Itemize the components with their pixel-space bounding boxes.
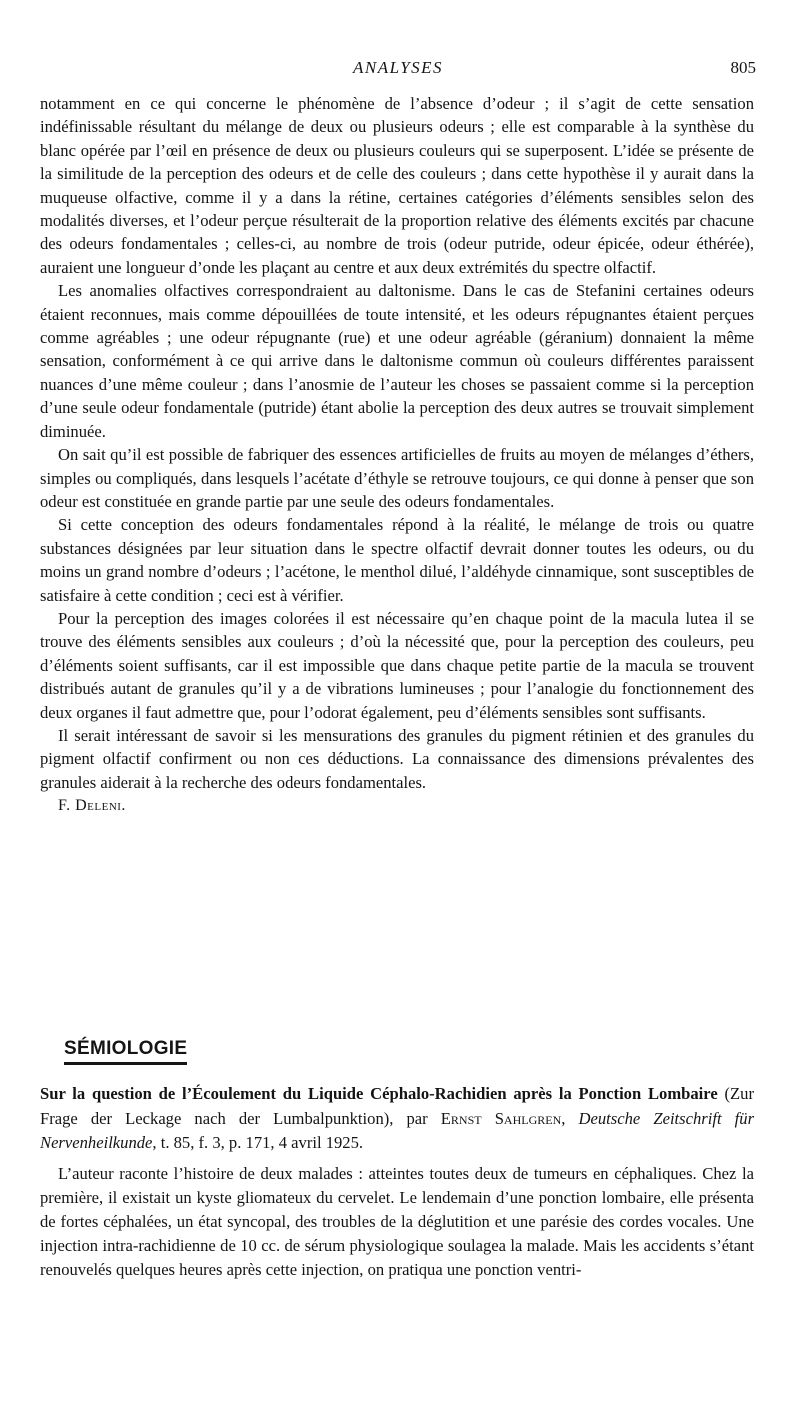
analysis-body (40, 92, 754, 818)
article-journal: Deutsche Zeitschrift für Nervenheilkunde (40, 1108, 755, 1152)
article-citation: , t. 85, f. 3, p. 171, 4 avril 1925. (152, 1133, 364, 1152)
page-number: 805 (730, 58, 756, 77)
paragraph: Il serait intéressant de savoir si les mensurations des granules du pigment rétinien et des granules du pigment olfactif confirment ou non ces déductions. La connaissance des dimensions prévalentes des granules aiderait à la recherche des odeurs fondamentales. (40, 725, 754, 792)
article-separator: , (561, 1108, 579, 1128)
article-heading (40, 1082, 754, 1156)
section-heading: SÉMIOLOGIE (64, 1038, 187, 1065)
paragraph: Pour la perception des images colorées il est nécessaire qu’en chaque point de la macula lutea il se trouve des éléments sensibles aux couleurs ; d’où la nécessité que, pour la perception des couleurs, peu d’éléments soient suffisants, car il est impossible que dans chaque petite partie de la macula se trouvent distribués autant de granules qu’il y a de vibrations lumineuses ; pour l’analogie du fonctionnement des deux organes il faut admettre que, pour l’odorat également, peu d’éléments sensibles sont suffisants. (40, 608, 754, 722)
article-body: L’auteur raconte l’histoire de deux malades : atteintes toutes deux de tumeurs en céphaliques. Chez la première, il existait un kyste gliomateux du cervelet. Le lendemain d’une ponction lombaire, elle présenta de fortes céphalées, un état syncopal, des troubles de la déglutition et une parésie des cordes vocales. Une injection intra-rachidienne de 10 cc. de sérum physiologique soulagea la malade. Mais les accidents s’étant renouvelés quelques heures après cette injection, on pratiqua une ponction ventri- (40, 1163, 754, 1280)
paragraph: Si cette conception des odeurs fondamentales répond à la réalité, le mélange de trois ou quatre substances désignées par leur situation dans le spectre olfactif devrait donner toutes les odeurs, ou du moins un grand nombre d’odeurs ; l’acétone, le menthol dilué, l’aldéhyde cinnamique, sont susceptibles de satisfaire à cette condition ; ceci est à vérifier. (40, 515, 754, 605)
paragraph: notamment en ce qui concerne le phénomène de l’absence d’odeur ; il s’agit de cette sensation indéfinissable résultant du mélange de deux ou plusieurs odeurs ; elle est comparable à la synthèse du blanc opérée par l’œil en présence de deux ou plusieurs couleurs qui se superposent. L’idée se présente de la similitude de la perception des odeurs et de celle des couleurs ; dans cette hypothèse il y aurait dans la muqueuse olfactive, comme il y a dans la rétine, certaines catégories d’éléments sensibles selon des modalités diverses, et l’odeur perçue résulterait de la proportion relative des éléments excités par chacune des odeurs fondamentales ; celles-ci, au nombre de trois (odeur putride, odeur épicée, odeur éthérée), auraient une longueur d’onde les plaçant au centre et aux deux extrémités du spectre olfactif. (40, 94, 754, 277)
article-title: Sur la question de l’Écoulement du Liquide Céphalo-Rachidien après la Ponction Lombaire (40, 1084, 718, 1103)
paragraph: On sait qu’il est possible de fabriquer des essences artificielles de fruits au moyen de mélanges d’éthers, simples ou compliqués, dans lesquels l’acétate d’éthyle se retrouve toujours, ce qui donne à penser que son odeur est constituée en grande partie par une seule des odeurs fondamentales. (40, 445, 754, 511)
paragraph: Les anomalies olfactives correspondraient au daltonisme. Dans le cas de Stefanini certaines odeurs étaient reconnues, mais comme dépouillées de toute intensité, et les odeurs répugnantes étaient perçues comme agréables ; une odeur répugnante (rue) et une odeur agréable (géranium) donnaient la même sensation, conformément à ce qui arrive dans le daltonisme commun où couleurs différentes paraissent nuances d’une même couleur ; dans l’anosmie de l’auteur les choses se passaient comme si la perception d’une seule odeur fondamentale (putride) étant abolie la perception des deux autres se trouvait simplement diminuée. (40, 281, 754, 441)
article-original-title: (Zur Frage der Leckage nach der Lumbalpunktion), par (40, 1084, 754, 1128)
article-author: Ernst Sahlgren (440, 1108, 562, 1128)
running-header (40, 54, 756, 82)
signature (40, 794, 754, 817)
signature-text: F. Deleni. (58, 797, 126, 815)
header-title: ANALYSES (352, 58, 444, 77)
article (40, 1082, 754, 1283)
